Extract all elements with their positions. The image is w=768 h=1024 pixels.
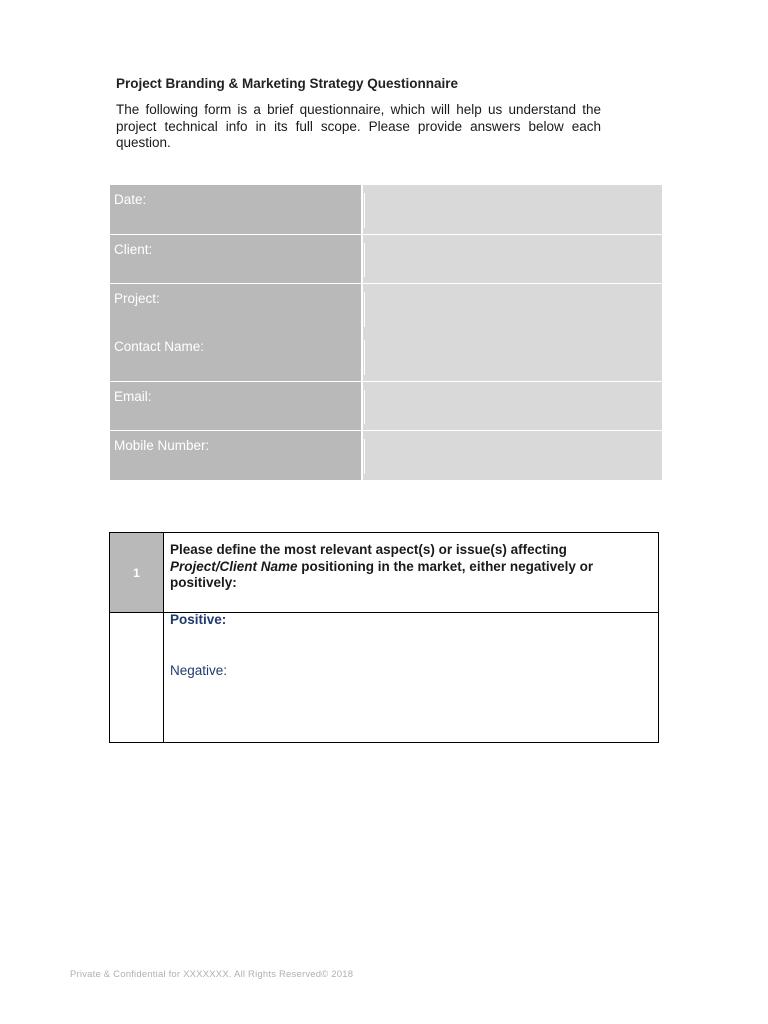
intro-paragraph: The following form is a brief questionnaire, which will help us understand the project technical info in its full scope. Please provide answers below each question.: [116, 102, 601, 150]
contact-name-label: Contact Name:: [110, 332, 363, 381]
project-label: Project:: [110, 284, 363, 333]
mobile-number-field[interactable]: [363, 431, 662, 480]
positive-answer-label[interactable]: Positive:: [170, 612, 227, 627]
info-row-mobile-number: [110, 430, 662, 480]
question-text-italic: Project/Client Name: [170, 558, 298, 574]
question-text-part1: Please define the most relevant aspect(s) or issue(s) affecting: [170, 542, 567, 557]
mobile-number-label: Mobile Number:: [110, 431, 363, 480]
question-text-part2: positioning in the market, either negatively or positively:: [170, 558, 594, 590]
date-field[interactable]: [363, 185, 662, 234]
info-row-client: [110, 234, 662, 283]
client-field[interactable]: [363, 235, 662, 283]
email-label: Email:: [110, 382, 363, 430]
date-label: Date:: [110, 185, 363, 234]
question-number: 1: [110, 533, 163, 612]
negative-answer-label[interactable]: Negative:: [170, 663, 228, 678]
contact-name-field[interactable]: [363, 332, 662, 381]
info-row-project: [110, 283, 662, 333]
document-title: Project Branding & Marketing Strategy Questionnaire: [116, 76, 459, 91]
project-field[interactable]: [363, 284, 662, 333]
info-row-date: [110, 185, 662, 234]
info-row-email: [110, 381, 662, 430]
footer-confidential: Private & Confidential for XXXXXXX. All Rights Reserved© 2018: [70, 969, 354, 980]
table-divider-vertical: [163, 533, 164, 742]
question-table: [109, 532, 659, 743]
email-field[interactable]: [363, 382, 662, 430]
client-label: Client:: [110, 235, 363, 283]
info-table: [110, 185, 662, 479]
question-text: [170, 542, 640, 592]
info-row-contact-name: [110, 332, 662, 381]
